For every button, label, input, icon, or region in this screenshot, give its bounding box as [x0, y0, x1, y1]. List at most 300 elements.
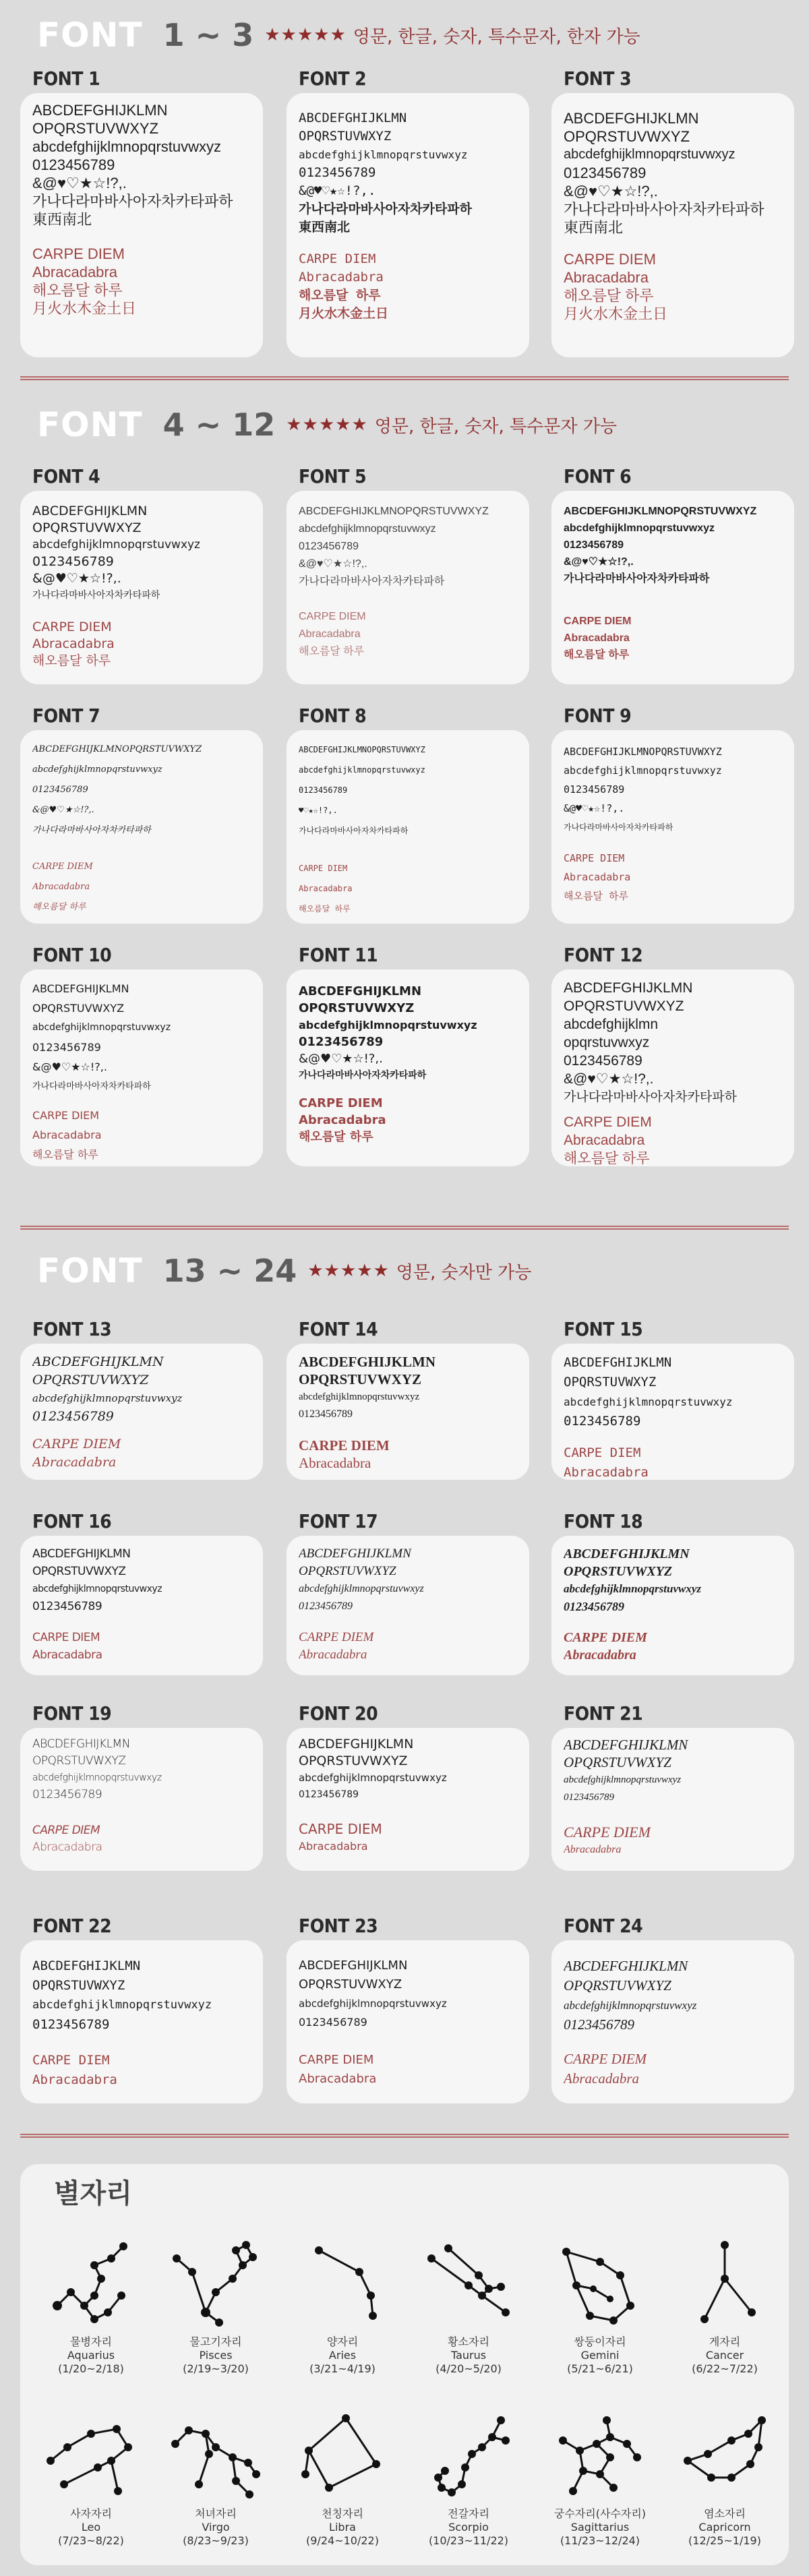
sample-digits: 0123456789 [32, 554, 114, 569]
sample-hangul: 가나다라마바사아자차카타파하 [299, 202, 472, 216]
sample-red-3: 해오름달 하루 [299, 288, 381, 303]
sample-red-1: CARPE DIEM [32, 1824, 100, 1837]
sample-lower-1: abcdefghijklmn [564, 1017, 659, 1032]
sample-red-2: Abracadabra [32, 1840, 102, 1854]
zodiac-name-ko: 쌍둥이자리 [574, 2335, 626, 2348]
zodiac-pisces [155, 2238, 276, 2376]
font-title: FONT 18 [564, 1510, 643, 1532]
zodiac-name-ko: 게자리 [709, 2335, 741, 2348]
sample-digits: 0123456789 [299, 1035, 384, 1049]
sample-red-1: CARPE DIEM [32, 2053, 110, 2068]
font-card-22 [20, 1915, 263, 2103]
section-divider [20, 1226, 789, 1230]
sample-lower-2: opqrstuvwxyz [564, 1035, 650, 1050]
font-card-2 [287, 67, 529, 357]
sample-red-2: Abracadabra [32, 1648, 102, 1662]
libra-constellation-icon [295, 2410, 390, 2505]
font-card-5 [287, 465, 529, 684]
sample-upper-2: OPQRSTUVWXYZ [32, 120, 159, 137]
font-sample-panel [20, 1728, 263, 1871]
font-title: FONT 3 [564, 67, 632, 90]
sample-red-2: Abracadabra [299, 1840, 368, 1853]
sample-upper-1: ABCDEFGHIJKLMN [32, 1737, 130, 1751]
zodiac-dates: (10/23~11/22) [428, 2534, 509, 2547]
cancer-constellation-icon [678, 2238, 772, 2333]
sample-red-2: Abracadabra [32, 264, 117, 280]
sample-upper-1: ABCDEFGHIJKLMN [564, 1737, 688, 1753]
zodiac-name-en: Leo [81, 2521, 101, 2534]
font-card-4 [20, 465, 263, 684]
zodiac-dates: (11/23~12/24) [560, 2534, 640, 2547]
section-range: 4 ~ 12 [162, 407, 276, 443]
sample-upper-1: ABCDEFGHIJKLMN [32, 1354, 164, 1369]
sample-red-1: CARPE DIEM [32, 862, 93, 872]
sample-hangul: 가나다라마바사아자차카타파하 [564, 1090, 737, 1104]
font-sample-panel [20, 1536, 263, 1675]
zodiac-libra [282, 2410, 403, 2548]
sample-hangul: 가나다라마바사아자차카타파하 [32, 590, 160, 601]
sample-red-2: Abracadabra [299, 884, 353, 893]
font-title: FONT 12 [564, 944, 643, 966]
zodiac-name-ko: 양자리 [326, 2335, 359, 2348]
sample-red-4: 月火水木金土日 [32, 300, 137, 317]
font-title: FONT 21 [564, 1702, 643, 1725]
sample-upper-2: OPQRSTUVWXYZ [564, 1977, 671, 1994]
aries-constellation-icon [295, 2238, 390, 2333]
sample-digits: 0123456789 [564, 539, 624, 551]
section-note: 영문, 한글, 숫자, 특수문자 가능 [374, 416, 618, 437]
sample-upper-2: OPQRSTUVWXYZ [299, 1001, 415, 1015]
sample-symbols: &@♥♡★☆!?,. [299, 1052, 383, 1066]
zodiac-name-en: Pisces [199, 2349, 233, 2362]
zodiac-name-en: Sagittarius [570, 2521, 630, 2534]
sample-upper-1: ABCDEFGHIJKLMN [299, 984, 422, 998]
sample-digits: 0123456789 [564, 783, 625, 796]
sample-lower: abcdefghijklmnopqrstuvwxyz [299, 1583, 424, 1594]
sample-red-1: CARPE DIEM [299, 1821, 382, 1837]
zodiac-dates: (1/20~2/18) [58, 2362, 124, 2375]
zodiac-name-en: Aries [328, 2349, 357, 2362]
font-card-19 [20, 1702, 263, 1871]
sample-red-2: Abracadabra [299, 1648, 367, 1662]
sample-hangul: 가나다라마바사아자차카타파하 [564, 573, 710, 585]
sample-lower: abcdefghijklmnopqrstuvwxyz [299, 523, 436, 535]
zodiac-gemini [539, 2238, 661, 2376]
section-note: 영문, 한글, 숫자, 특수문자, 한자 가능 [353, 26, 640, 47]
sample-red-1: CARPE DIEM [299, 1096, 383, 1110]
sample-upper-2: OPQRSTUVWXYZ [32, 1373, 149, 1387]
sample-digits: 0123456789 [564, 1414, 641, 1429]
zodiac-dates: (5/21~6/21) [567, 2362, 633, 2375]
sample-symbols: &@♥♡★☆!?,. [299, 558, 367, 570]
sample-upper-1: ABCDEFGHIJKLMN [299, 1737, 414, 1751]
sample-red-2: Abracadabra [32, 636, 115, 651]
sample-lower: abcdefghijklmnopqrstuvwxyz [32, 1998, 212, 2012]
zodiac-scorpio [408, 2410, 529, 2548]
sample-upper-2: OPQRSTUVWXYZ [299, 1754, 408, 1768]
sample-upper-1: ABCDEFGHIJKLMN [564, 1547, 690, 1561]
sample-digits: 0123456789 [299, 1408, 353, 1420]
sample-red-1: CARPE DIEM [299, 251, 376, 266]
sample-upper-1: ABCDEFGHIJKLMNOPQRSTUVWXYZ [564, 746, 722, 758]
zodiac-title: 별자리 [54, 2178, 132, 2209]
section-font-word: FONT [37, 16, 143, 55]
sample-upper-1: ABCDEFGHIJKLMNOPQRSTUVWXYZ [299, 745, 425, 754]
sample-red-3: 해오름달 하루 [299, 1130, 373, 1144]
zodiac-virgo [155, 2410, 276, 2548]
sample-upper-1: ABCDEFGHIJKLMN [564, 1958, 688, 1974]
sample-lower: abcdefghijklmnopqrstuvwxyz [32, 1392, 183, 1404]
sample-digits: 0123456789 [299, 785, 348, 795]
sample-red-3: 해오름달 하루 [564, 890, 628, 902]
sample-digits: 0123456789 [564, 1792, 614, 1803]
sample-red-1: CARPE DIEM [32, 1109, 100, 1122]
section-font-word: FONT [37, 1251, 143, 1290]
sample-red-2: Abracadabra [32, 1129, 102, 1141]
sample-digits: 0123456789 [32, 1409, 114, 1424]
zodiac-name-en: Libra [329, 2521, 356, 2534]
font-title: FONT 8 [299, 705, 367, 727]
sample-upper-2: OPQRSTUVWXYZ [32, 1978, 125, 1993]
font-sample-panel [551, 1728, 794, 1871]
sample-upper-2: OPQRSTUVWXYZ [564, 1375, 657, 1389]
zodiac-taurus [408, 2238, 529, 2376]
font-sample-panel [20, 730, 263, 924]
sample-symbols: &@♥♡★☆!?,. [32, 805, 94, 815]
font-title: FONT 13 [32, 1318, 112, 1340]
sample-upper-1: ABCDEFGHIJKLMN [32, 982, 129, 995]
sample-digits: 0123456789 [564, 164, 647, 181]
zodiac-dates: (4/20~5/20) [436, 2362, 502, 2375]
sample-lower: abcdefghijklmnopqrstuvwxyz [564, 522, 715, 534]
sample-upper-1: ABCDEFGHIJKLMN [299, 111, 407, 125]
zodiac-dates: (9/24~10/22) [306, 2534, 379, 2547]
sample-lower: abcdefghijklmnopqrstuvwxyz [564, 1396, 733, 1408]
font-sample-panel [20, 969, 263, 1166]
zodiac-aquarius [30, 2238, 152, 2376]
font-sample-panel [551, 1536, 794, 1675]
font-card-1 [20, 67, 263, 357]
taurus-constellation-icon [421, 2238, 516, 2333]
rating-stars: ★★★★★ [286, 415, 368, 435]
sample-symbols: &@♥♡★☆!?,. [564, 556, 634, 568]
sample-red-1: CARPE DIEM [564, 1824, 651, 1840]
sample-upper-2: OPQRSTUVWXYZ [32, 1754, 126, 1768]
font-card-17 [287, 1510, 529, 1675]
font-title: FONT 15 [564, 1318, 643, 1340]
leo-constellation-icon [44, 2410, 138, 2505]
sample-red-1: CARPE DIEM [32, 1631, 100, 1644]
font-sample-panel [551, 93, 794, 357]
section-divider [20, 2134, 789, 2138]
sample-lower: abcdefghijklmnopqrstuvwxyz [564, 147, 736, 162]
sample-upper-1: ABCDEFGHIJKLMN [32, 102, 168, 119]
font-title: FONT 19 [32, 1702, 112, 1725]
section-range: 13 ~ 24 [162, 1253, 297, 1289]
font-title: FONT 11 [299, 944, 378, 966]
sample-red-2: Abracadabra [564, 2070, 639, 2087]
font-card-8 [287, 705, 529, 924]
zodiac-name-en: Gemini [580, 2349, 620, 2362]
sample-digits: 0123456789 [32, 1788, 102, 1801]
font-sample-panel [287, 93, 529, 357]
sample-lower: abcdefghijklmnopqrstuvwxyz [299, 148, 468, 161]
font-sample-panel [287, 969, 529, 1166]
font-sample-panel [287, 491, 529, 684]
sample-symbols: &@♥♡★☆!?,. [32, 175, 127, 191]
sample-digits: 0123456789 [32, 785, 88, 795]
sample-lower: abcdefghijklmnopqrstuvwxyz [32, 138, 222, 155]
section-header-2 [37, 398, 617, 452]
sample-red-2: Abracadabra [564, 1648, 636, 1663]
font-title: FONT 2 [299, 67, 367, 90]
font-sample-panel [287, 730, 529, 924]
sample-upper-2: OPQRSTUVWXYZ [564, 1564, 673, 1579]
sample-hangul: 가나다라마바사아자차카타파하 [564, 201, 765, 218]
sample-upper-1: ABCDEFGHIJKLMNOPQRSTUVWXYZ [564, 506, 757, 517]
sample-digits: 0123456789 [299, 2016, 367, 2029]
zodiac-name-ko: 궁수자리(사수자리) [553, 2507, 647, 2520]
sample-digits: 0123456789 [32, 1041, 101, 1054]
sample-lower: abcdefghijklmnopqrstuvwxyz [299, 765, 425, 775]
zodiac-cancer [664, 2238, 785, 2376]
sample-red-1: CARPE DIEM [299, 611, 366, 622]
gemini-constellation-icon [553, 2238, 647, 2333]
sample-red-2: Abracadabra [32, 882, 90, 892]
font-sample-panel [20, 1940, 263, 2103]
sample-red-3: 해오름달 하루 [32, 282, 123, 299]
zodiac-name-en: Virgo [202, 2521, 230, 2534]
sample-red-1: CARPE DIEM [299, 2053, 374, 2067]
sample-upper-2: OPQRSTUVWXYZ [32, 1002, 125, 1015]
font-title: FONT 7 [32, 705, 100, 727]
sample-red-2: Abracadabra [564, 1465, 649, 1480]
font-sample-panel [287, 1940, 529, 2103]
zodiac-name-ko: 처녀자리 [195, 2507, 237, 2520]
virgo-constellation-icon [169, 2410, 263, 2505]
sample-red-3: 해오름달 하루 [299, 646, 365, 657]
sample-upper-1: ABCDEFGHIJKLMNOPQRSTUVWXYZ [299, 506, 489, 517]
font-sample-panel [20, 1344, 263, 1480]
zodiac-name-ko: 물고기자리 [189, 2335, 242, 2348]
zodiac-name-ko: 염소자리 [704, 2507, 746, 2520]
sample-red-1: CARPE DIEM [564, 1114, 652, 1130]
font-card-18 [551, 1510, 794, 1675]
sample-lower: abcdefghijklmnopqrstuvwxyz [32, 1584, 162, 1594]
sample-lower: abcdefghijklmnopqrstuvwxyz [564, 1999, 697, 2012]
font-title: FONT 4 [32, 465, 100, 487]
sample-red-1: CARPE DIEM [32, 1437, 121, 1451]
sample-lower: abcdefghijklmnopqrstuvwxyz [299, 1391, 420, 1402]
font-sample-panel [20, 491, 263, 684]
sample-red-1: CARPE DIEM [564, 2051, 647, 2067]
sample-upper-2: OPQRSTUVWXYZ [299, 1371, 422, 1387]
font-title: FONT 17 [299, 1510, 378, 1532]
sample-upper-1: ABCDEFGHIJKLMN [299, 1958, 408, 1973]
sample-symbols: ♥♡★☆!?,. [299, 806, 338, 815]
font-title: FONT 20 [299, 1702, 378, 1725]
font-title: FONT 22 [32, 1915, 112, 1937]
sample-upper-2: OPQRSTUVWXYZ [564, 1754, 671, 1770]
font-sample-panel [20, 93, 263, 357]
section-font-word: FONT [37, 405, 143, 444]
font-card-16 [20, 1510, 263, 1675]
sample-red-3: 해오름달 하루 [32, 653, 111, 668]
font-card-10 [20, 944, 263, 1166]
font-title: FONT 5 [299, 465, 367, 487]
font-sample-panel [551, 1344, 794, 1480]
sample-hangul: 가나다라마바사아자차카타파하 [32, 1081, 151, 1091]
sample-upper-2: OPQRSTUVWXYZ [299, 1977, 402, 1991]
sample-red-2: Abracadabra [299, 628, 361, 640]
sample-hangul: 가나다라마바사아자차카타파하 [299, 1070, 427, 1081]
zodiac-sagittarius [539, 2410, 661, 2548]
font-sample-panel [287, 1344, 529, 1480]
font-sample-panel [551, 1940, 794, 2103]
font-card-7 [20, 705, 263, 924]
zodiac-dates: (3/21~4/19) [309, 2362, 376, 2375]
rating-stars: ★★★★★ [264, 25, 347, 45]
zodiac-name-en: Capricorn [698, 2521, 751, 2534]
sample-upper-2: OPQRSTUVWXYZ [299, 1564, 396, 1578]
sample-symbols: &@♥♡★☆!?,. [32, 571, 121, 586]
sample-upper-1: ABCDEFGHIJKLMN [299, 1354, 436, 1370]
zodiac-dates: (2/19~3/20) [183, 2362, 249, 2375]
font-sample-panel [287, 1536, 529, 1675]
sample-digits: 0123456789 [564, 2016, 634, 2033]
sample-digits: 0123456789 [299, 541, 359, 552]
sample-lower: abcdefghijklmnopqrstuvwxyz [299, 1998, 447, 2010]
sample-red-1: CARPE DIEM [564, 1630, 647, 1645]
font-card-3 [551, 67, 794, 357]
sample-red-1: CARPE DIEM [299, 1437, 390, 1454]
sample-hangul: 가나다라마바사아자차카타파하 [32, 193, 233, 210]
sample-hangul: 가나다라마바사아자차카타파하 [299, 576, 445, 587]
section-divider [20, 376, 789, 380]
sample-upper-1: ABCDEFGHIJKLMNOPQRSTUVWXYZ [32, 744, 202, 754]
sample-digits: 0123456789 [299, 165, 376, 180]
sample-digits: 0123456789 [564, 1053, 642, 1069]
zodiac-capricorn [664, 2410, 785, 2548]
sample-red-3: 해오름달 하루 [564, 1151, 650, 1166]
sample-red-4: 月火水木金土日 [299, 306, 389, 321]
sample-red-2: Abracadabra [564, 1133, 645, 1148]
sample-hanja: 東西南北 [564, 219, 624, 236]
font-title: FONT 14 [299, 1318, 378, 1340]
sample-red-3: 해오름달 하루 [564, 287, 654, 304]
sample-red-2: Abracadabra [299, 270, 384, 284]
font-card-15 [551, 1318, 794, 1480]
sample-digits: 0123456789 [32, 2017, 110, 2032]
sample-red-1: CARPE DIEM [564, 616, 632, 627]
sample-upper-2: OPQRSTUVWXYZ [564, 128, 690, 145]
font-card-11 [287, 944, 529, 1166]
sample-upper-1: ABCDEFGHIJKLMN [299, 1547, 411, 1561]
sample-lower: abcdefghijklmnopqrstuvwxyz [32, 1022, 171, 1033]
zodiac-dates: (6/22~7/22) [692, 2362, 758, 2375]
scorpio-constellation-icon [421, 2410, 516, 2505]
sample-red-3: 해오름달 하루 [299, 904, 351, 913]
sample-red-2: Abracadabra [564, 1844, 622, 1855]
font-title: FONT 16 [32, 1510, 112, 1532]
sample-hangul: 가나다라마바사아자차카타파하 [564, 822, 673, 832]
font-title: FONT 6 [564, 465, 632, 487]
zodiac-dates: (7/23~8/22) [58, 2534, 124, 2547]
zodiac-name-ko: 물병자리 [70, 2335, 112, 2348]
sample-symbols: &@♥♡★☆!?,. [564, 802, 625, 814]
sample-red-2: Abracadabra [564, 269, 649, 286]
sample-hanja: 東西南北 [299, 220, 351, 235]
sample-upper-1: ABCDEFGHIJKLMN [564, 110, 699, 127]
font-title: FONT 23 [299, 1915, 378, 1937]
section-note: 영문, 숫자만 가능 [396, 1262, 532, 1283]
sample-lower: abcdefghijklmnopqrstuvwxyz [564, 1774, 682, 1785]
zodiac-leo [30, 2410, 152, 2548]
font-card-12 [551, 944, 794, 1166]
sample-upper-1: ABCDEFGHIJKLMN [564, 980, 693, 996]
font-title: FONT 10 [32, 944, 112, 966]
zodiac-name-en: Aquarius [67, 2349, 115, 2362]
section-header-3 [37, 1244, 531, 1298]
section-range: 1 ~ 3 [162, 17, 254, 53]
pisces-constellation-icon [169, 2238, 263, 2333]
sample-upper-1: ABCDEFGHIJKLMN [32, 1547, 131, 1561]
sample-red-1: CARPE DIEM [564, 251, 656, 268]
sample-red-3: 해오름달 하루 [32, 1148, 98, 1161]
sample-digits: 0123456789 [299, 1600, 353, 1612]
font-card-9 [551, 705, 794, 924]
sample-upper-1: ABCDEFGHIJKLMN [32, 504, 148, 518]
sample-symbols: &@♥♡★☆!?,. [564, 183, 658, 200]
capricorn-constellation-icon [678, 2410, 772, 2505]
sample-lower: abcdefghijklmnopqrstuvwxyz [564, 765, 722, 777]
sample-red-1: CARPE DIEM [32, 620, 112, 634]
sample-red-4: 月火水木金土日 [564, 305, 668, 322]
sample-red-3: 해오름달 하루 [564, 649, 630, 661]
sample-upper-1: ABCDEFGHIJKLMN [32, 1958, 141, 1973]
sample-red-1: CARPE DIEM [564, 852, 625, 864]
sample-upper-1: ABCDEFGHIJKLMN [564, 1355, 672, 1370]
rating-stars: ★★★★★ [307, 1261, 390, 1281]
sample-digits: 0123456789 [32, 1600, 102, 1613]
sample-upper-2: OPQRSTUVWXYZ [32, 1565, 126, 1578]
sample-red-2: Abracadabra [299, 1113, 386, 1127]
font-card-6 [551, 465, 794, 684]
sample-hangul: 가나다라마바사아자차카타파하 [299, 826, 409, 835]
zodiac-name-ko: 천칭자리 [322, 2507, 363, 2520]
sample-lower: abcdefghijklmnopqrstuvwxyz [299, 1772, 447, 1784]
font-sample-panel [287, 1728, 529, 1871]
font-title: FONT 9 [564, 705, 632, 727]
zodiac-name-en: Taurus [450, 2349, 487, 2362]
font-sample-panel [551, 969, 794, 1166]
font-card-24 [551, 1915, 794, 2103]
sample-lower: abcdefghijklmnopqrstuvwxyz [299, 1019, 477, 1031]
sample-red-1: CARPE DIEM [299, 1630, 374, 1644]
sample-hanja: 東西南北 [32, 211, 92, 228]
sample-digits: 0123456789 [299, 1789, 359, 1800]
sample-lower: abcdefghijklmnopqrstuvwxyz [564, 1582, 702, 1595]
sample-digits: 0123456789 [564, 1600, 624, 1613]
sample-red-3: 해오름달 하루 [32, 902, 86, 912]
font-title: FONT 24 [564, 1915, 643, 1937]
sample-red-1: CARPE DIEM [299, 864, 348, 873]
sample-symbols: &@♥♡★☆!?,. [564, 1071, 654, 1087]
aquarius-constellation-icon [44, 2238, 138, 2333]
sample-upper-2: OPQRSTUVWXYZ [299, 129, 392, 144]
zodiac-dates: (12/25~1/19) [688, 2534, 761, 2547]
font-title: FONT 1 [32, 67, 100, 90]
